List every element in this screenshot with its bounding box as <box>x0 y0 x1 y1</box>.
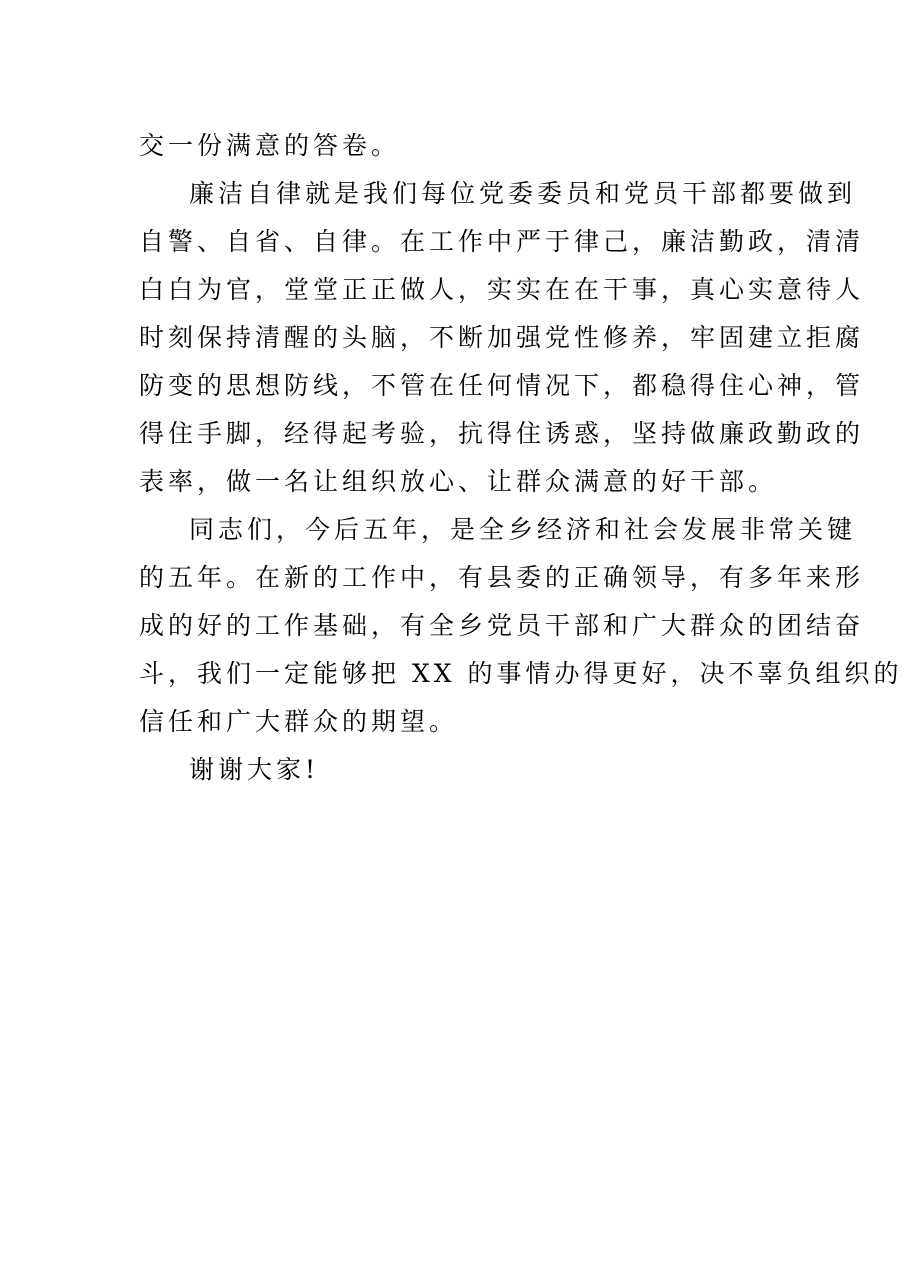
text-line: 信任和广大群众的期望。 <box>139 707 459 736</box>
text-line: 同志们，今后五年，是全乡经济和社会发展非常关键 <box>189 515 857 544</box>
paragraph <box>139 122 779 170</box>
text-line: 成的好的工作基础，有全乡党员干部和广大群众的团结奋 <box>139 611 865 640</box>
document-body <box>139 122 903 794</box>
text-line: 白白为官，堂堂正正做人，实实在在干事，真心实意待人 <box>139 275 865 304</box>
text-line: 的五年。在新的工作中，有县委的正确领导，有多年来形 <box>139 563 865 592</box>
text-line: 自警、自省、自律。在工作中严于律己，廉洁勤政，清清 <box>139 227 865 256</box>
text-line: 斗，我们一定能够把 XX 的事情办得更好，决不辜负组织的 <box>139 659 903 688</box>
paragraph <box>139 746 779 794</box>
text-line: 谢谢大家! <box>189 755 320 784</box>
text-line: 交一份满意的答卷。 <box>139 131 401 160</box>
text-line: 时刻保持清醒的头脑，不断加强党性修养，牢固建立拒腐 <box>139 323 865 352</box>
paragraph <box>139 170 865 506</box>
paragraph <box>139 506 903 746</box>
text-line: 表率，做一名让组织放心、让群众满意的好干部。 <box>139 467 778 496</box>
text-line: 廉洁自律就是我们每位党委委员和党员干部都要做到 <box>189 179 857 208</box>
text-line: 得住手脚，经得起考验，抗得住诱惑，坚持做廉政勤政的 <box>139 419 865 448</box>
text-line: 防变的思想防线，不管在任何情况下，都稳得住心神，管 <box>139 371 865 400</box>
